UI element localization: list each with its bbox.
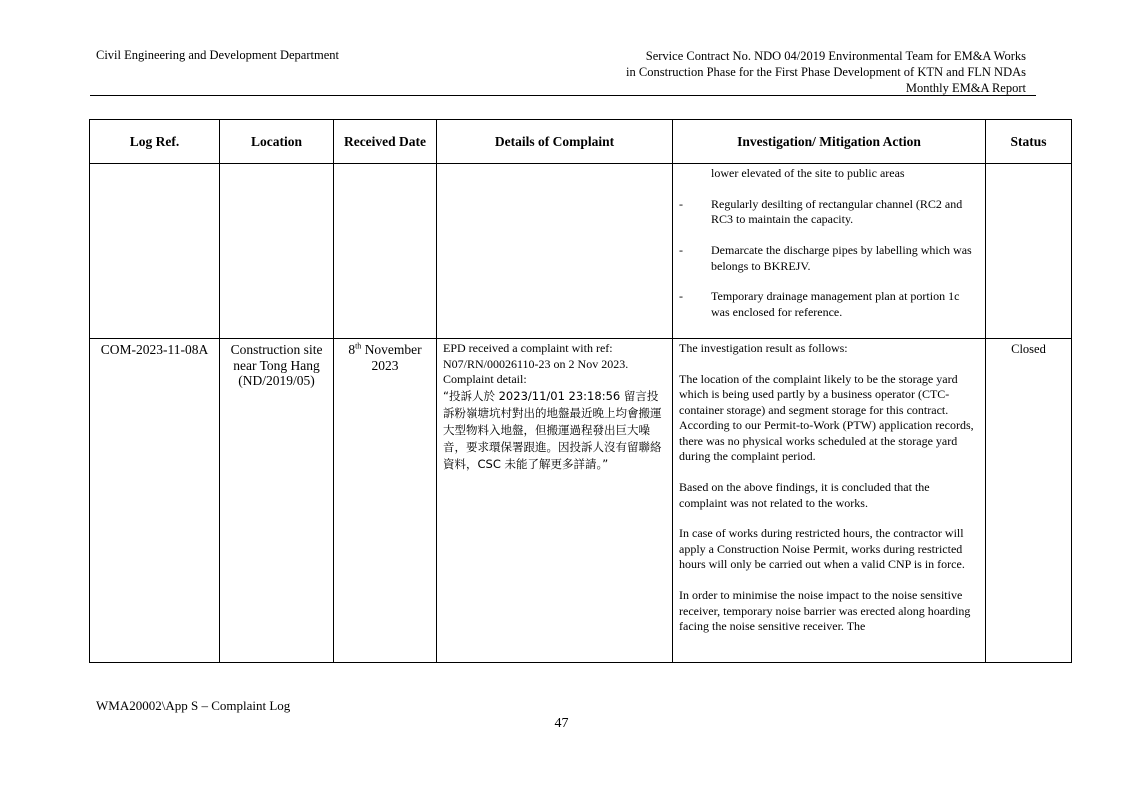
bullet-text: Temporary drainage management plan at portion 1c was enclosed for reference.	[711, 289, 960, 319]
investigation-paragraph: The location of the complaint likely to be the storage yard which is being used partly by a business operator (CTC-container storage) and segment storage for this contract. According to our Permit-to-Work (PTW) application records, there was no physical works scheduled at the storage yard during the complaint period.	[679, 371, 974, 464]
col-header-status: Status	[986, 120, 1072, 164]
cell-status: Closed	[986, 339, 1072, 663]
footer-reference: WMA20002\App S – Complaint Log	[96, 698, 291, 713]
cell-received-date	[334, 339, 437, 663]
table-header-row	[90, 120, 1072, 164]
cell-investigation	[673, 339, 986, 663]
bullet-dash: -	[679, 289, 683, 304]
table-row	[90, 164, 1072, 339]
header-rule	[90, 95, 1036, 96]
header-contract-line1: Service Contract No. NDO 04/2019 Environmental Team for EM&A Works	[645, 49, 1026, 63]
cell-investigation	[673, 164, 986, 339]
col-header-log-ref: Log Ref.	[90, 120, 220, 164]
cell-location	[220, 164, 334, 339]
received-day: 8	[348, 342, 356, 357]
list-item	[679, 289, 979, 320]
investigation-paragraph: In order to minimise the noise impact to the noise sensitive receiver, temporary noise barrier was erected along hoarding facing the noise sensitive receiver. The	[679, 588, 971, 634]
col-header-investigation: Investigation/ Mitigation Action	[673, 120, 986, 164]
cell-log-ref: COM-2023-11-08A	[90, 339, 220, 663]
bullet-dash: -	[679, 243, 683, 258]
header-contract	[626, 48, 1026, 96]
received-day-suffix: th	[355, 341, 362, 351]
cell-status	[986, 164, 1072, 339]
cell-received-date	[334, 164, 437, 339]
bullet-text: Demarcate the discharge pipes by labelling which was belongs to BKREJV.	[711, 243, 972, 273]
cell-log-ref	[90, 164, 220, 339]
header-report-title: Monthly EM&A Report	[905, 81, 1026, 95]
cell-details	[437, 164, 673, 339]
col-header-location: Location	[220, 120, 334, 164]
header-department: Civil Engineering and Development Department	[96, 48, 339, 62]
complaint-details-zh: “投訴人於 2023/11/01 23:18:56 留言投訴粉嶺塘坑村對出的地盤最近晚上均會搬運大型物料入地盤，但搬運過程發出巨大噪音，要求環保署跟進。因投訴人沒有留聯絡資料，CSC 未能了解更多詳請。”	[443, 388, 662, 471]
list-item	[679, 197, 979, 228]
col-header-details: Details of Complaint	[437, 120, 673, 164]
bullet-text: Regularly desilting of rectangular channel (RC2 and RC3 to maintain the capacity.	[711, 196, 963, 227]
col-header-received-date: Received Date	[334, 120, 437, 164]
complaint-details-en: EPD received a complaint with ref: N07/RN/00026110-23 on 2 Nov 2023. Complaint detail:	[443, 341, 629, 386]
bullet-dash: -	[679, 196, 683, 211]
cell-location: Construction site near Tong Hang (ND/2019/05)	[220, 339, 334, 663]
investigation-paragraph: The investigation result as follows:	[679, 341, 848, 355]
list-item	[679, 243, 979, 274]
cell-details	[437, 339, 673, 663]
complaint-log-table	[89, 119, 1072, 663]
continued-text: lower elevated of the site to public areas	[711, 166, 905, 180]
header-contract-line2: in Construction Phase for the First Phase Development of KTN and FLN NDAs	[626, 65, 1026, 79]
table-row	[90, 339, 1072, 663]
investigation-paragraph: In case of works during restricted hours, the contractor will apply a Construction Noise Permit, works during restricted hours will only be carried out when a valid CNP is in force.	[679, 526, 965, 572]
page-number: 47	[554, 716, 569, 731]
received-month-year: November 2023	[361, 342, 422, 373]
investigation-paragraph: Based on the above findings, it is concluded that the complaint was not related to the works.	[679, 480, 930, 510]
